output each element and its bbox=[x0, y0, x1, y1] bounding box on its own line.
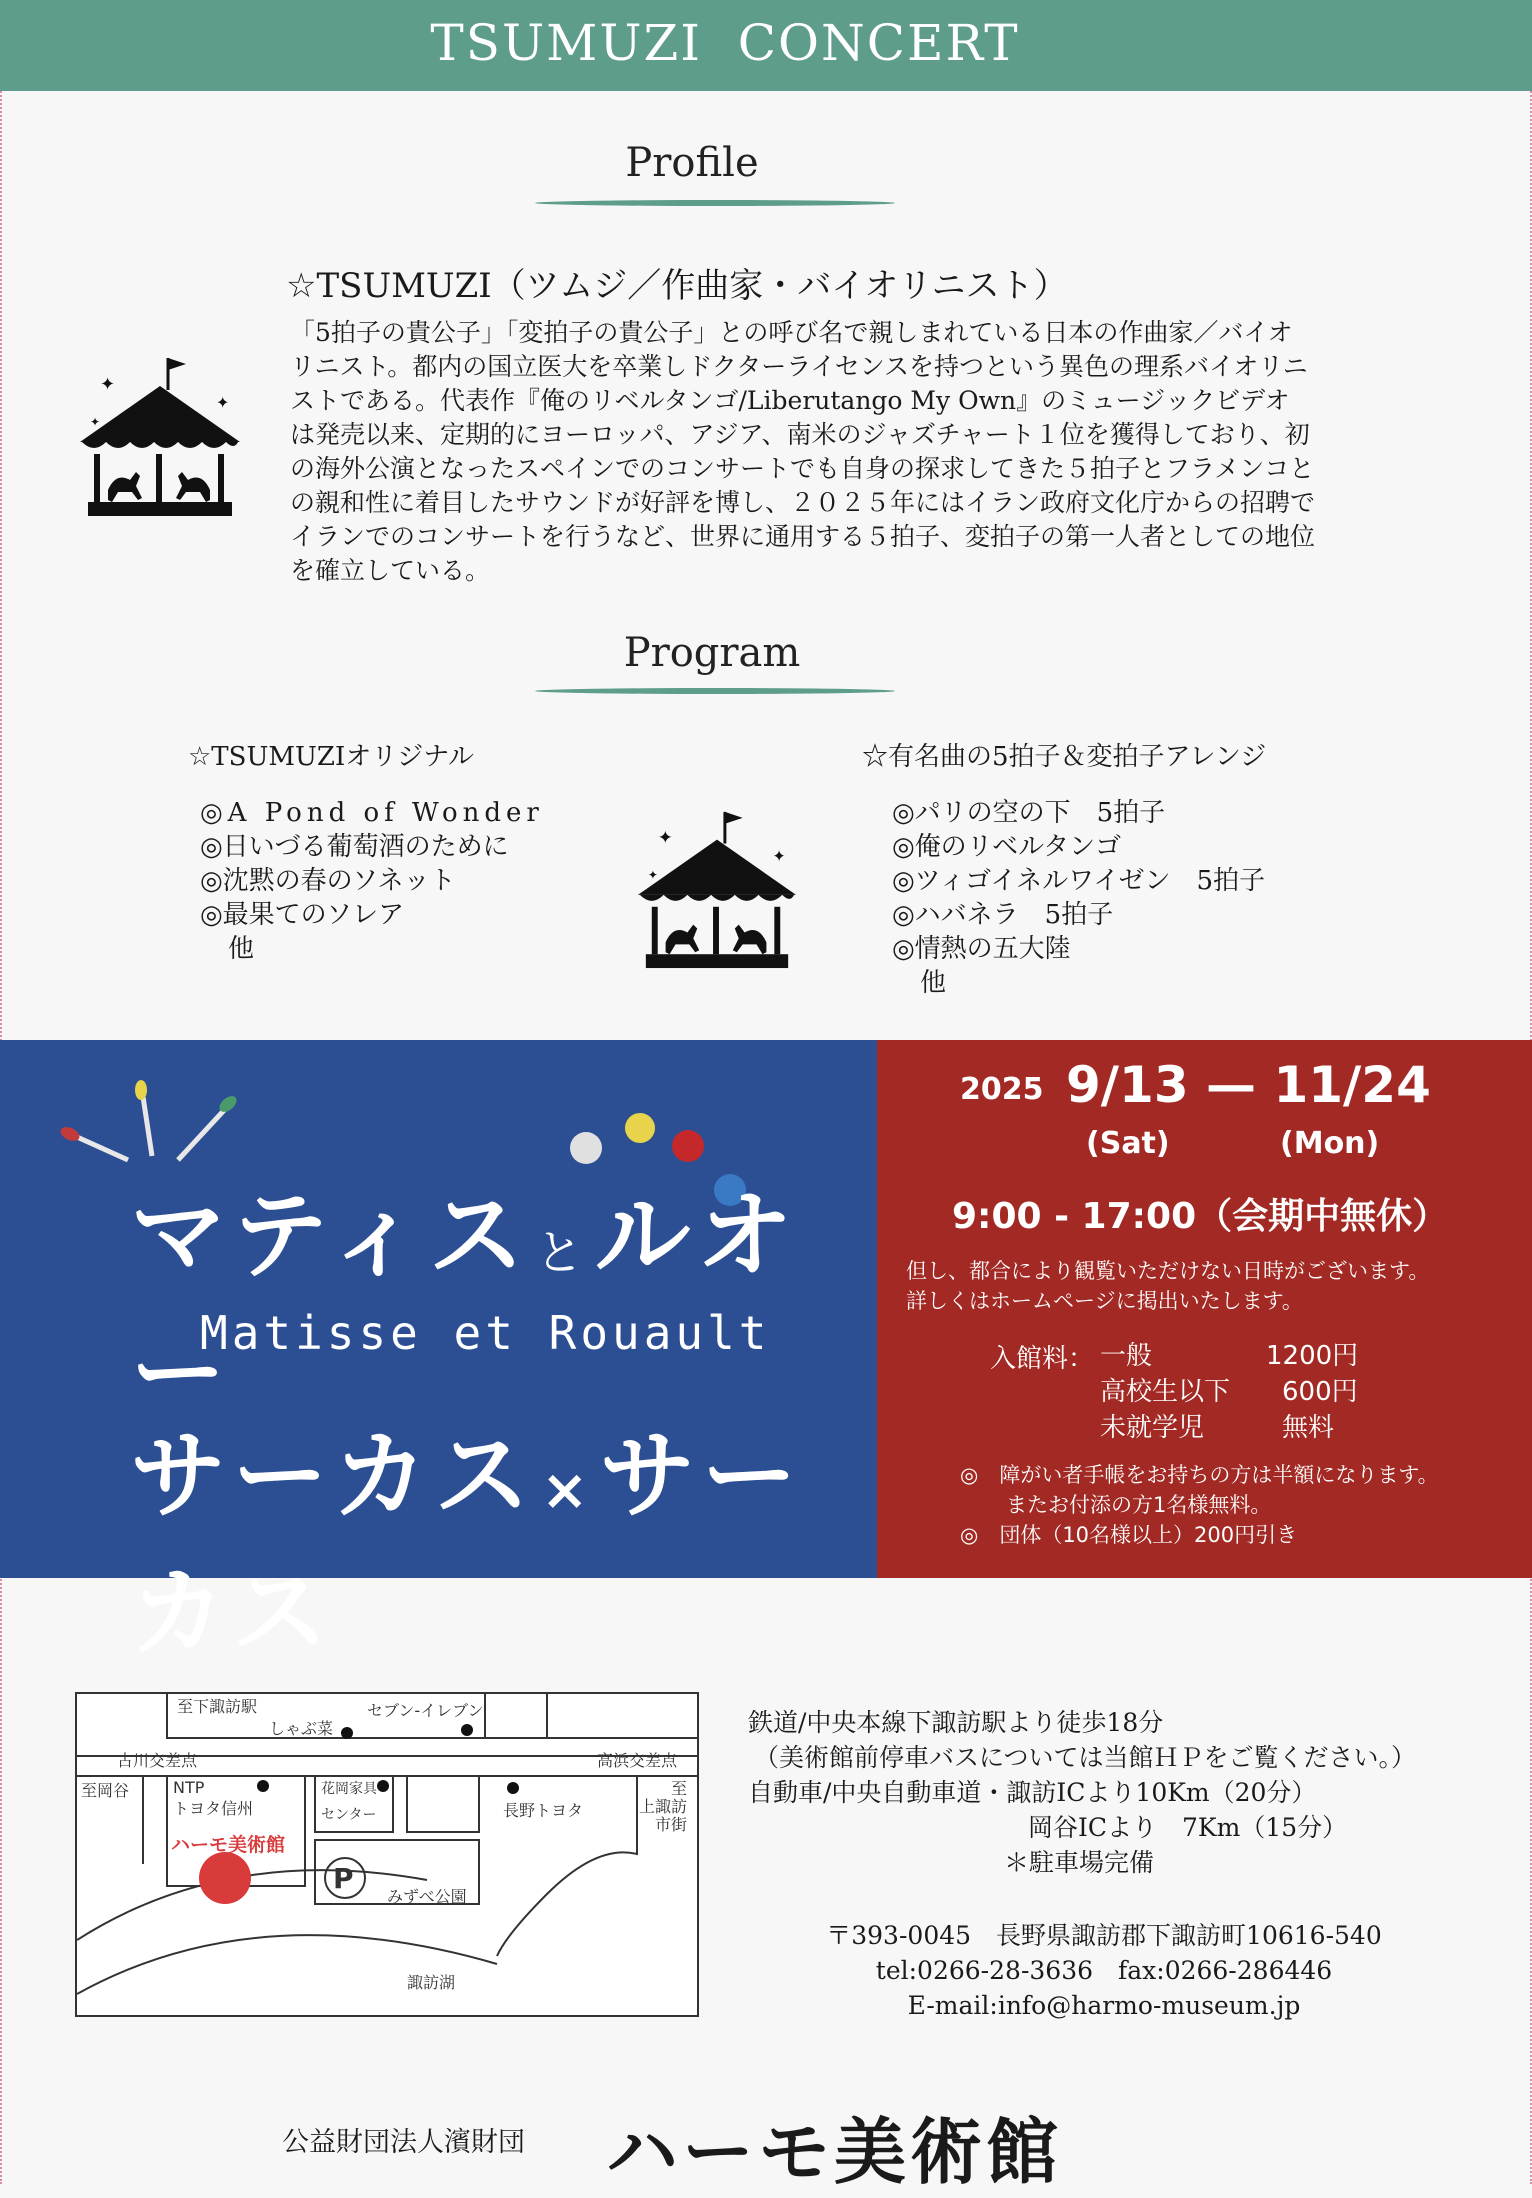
program-right-heading: ☆有名曲の5拍子＆変拍子アレンジ bbox=[862, 742, 1267, 772]
fee-row bbox=[1100, 1374, 1358, 1410]
profile-heading: ☆TSUMUZI（ツムジ／作曲家・バイオリニスト） bbox=[286, 266, 1068, 306]
profile-rule bbox=[535, 200, 895, 206]
title-to: と bbox=[535, 1225, 590, 1281]
map-label: 至 bbox=[671, 1779, 688, 1798]
profile-line: を確立している。 bbox=[290, 556, 491, 585]
access-line: （美術館前停車バスについては当館ＨＰをご覧ください。） bbox=[754, 1743, 1417, 1772]
carousel-icon bbox=[80, 350, 240, 520]
fee-row bbox=[1100, 1410, 1358, 1446]
contact-info bbox=[814, 1918, 1394, 2023]
discount-line: またお付添の方1名様無料。 bbox=[1006, 1493, 1272, 1517]
fee-name: 未就学児 bbox=[1100, 1413, 1205, 1443]
access-line: 岡谷ICより 7Km（15分） bbox=[1028, 1813, 1348, 1842]
program-item: ◎ハバネラ 5拍子 bbox=[892, 900, 1114, 930]
note-line: 詳しくはホームページに掲出いたします。 bbox=[906, 1289, 1303, 1313]
fee-label: 入館料： bbox=[990, 1344, 1095, 1374]
fee-name: 一般 bbox=[1100, 1341, 1153, 1371]
svg-text:✦: ✦ bbox=[90, 415, 101, 429]
access-line: 自動車/中央自動車道・諏訪ICより10Km（20分） bbox=[748, 1778, 1317, 1807]
program-item: ◎情熱の五大陸 bbox=[892, 934, 1071, 964]
exhibition-year: 2025 bbox=[960, 1072, 1044, 1107]
profile-line: は発売以来、定期的にヨーロッパ、アジア、南米のジャズチャート１位を獲得しており、初 bbox=[290, 420, 1310, 449]
program-item: ◎日いづる葡萄酒のために bbox=[200, 832, 509, 862]
map-label: 高浜交差点 bbox=[597, 1751, 678, 1770]
map-label: しゃぶ菜 bbox=[269, 1719, 334, 1738]
fee-price: 1200円 bbox=[1266, 1341, 1359, 1371]
profile-line: の海外公演となったスペインでのコンサートでも自身の探求してきた５拍子とフラメンコと bbox=[290, 454, 1315, 483]
map-label: NTP bbox=[173, 1778, 205, 1797]
program-item: 他 bbox=[920, 968, 947, 998]
exhibition-day-end: (Mon) bbox=[1280, 1126, 1380, 1161]
access-map bbox=[75, 1692, 699, 2017]
exhibition-dates: 9/13 — 11/24 bbox=[1066, 1056, 1431, 1114]
program-item: 他 bbox=[228, 934, 255, 964]
title-matisse: マティス bbox=[130, 1180, 531, 1292]
profile-line: の親和性に着目したサウンドが好評を博し、２０２５年にはイラン政府文化庁からの招聘で bbox=[290, 488, 1316, 517]
svg-text:✦: ✦ bbox=[100, 374, 116, 395]
fee-price: 600円 bbox=[1282, 1377, 1358, 1407]
exhibition-day-start: (Sat) bbox=[1086, 1126, 1170, 1161]
phone-fax: tel:0266-28-3636 fax:0266-286446 bbox=[875, 1956, 1333, 1985]
program-item: ◎最果てのソレア bbox=[200, 900, 405, 930]
museum-logo: ハーモ美術館 bbox=[606, 2109, 1063, 2194]
map-label: 上諏訪 bbox=[639, 1797, 688, 1816]
svg-text:✦: ✦ bbox=[657, 827, 673, 849]
foundation-name: 公益財団法人濱財団 bbox=[282, 2127, 525, 2158]
fee-table bbox=[1100, 1338, 1358, 1446]
map-label: センター bbox=[321, 1807, 377, 1823]
profile-line: 「5拍子の貴公子」「変拍子の貴公子」との呼び名で親しまれている日本の作曲家／バイオ bbox=[290, 318, 1293, 347]
map-label: みずべ公園 bbox=[387, 1887, 467, 1906]
discount-line: ◎ 団体（10名様以上）200円引き bbox=[960, 1523, 1298, 1547]
svg-text:✦: ✦ bbox=[216, 393, 230, 412]
access-line: 鉄道/中央本線下諏訪駅より徒歩18分 bbox=[748, 1708, 1164, 1737]
exhibition-note bbox=[906, 1256, 1429, 1316]
map-label: 至岡谷 bbox=[81, 1781, 130, 1800]
address: 〒393-0045 長野県諏訪郡下諏訪町10616-540 bbox=[826, 1921, 1382, 1950]
map-label: 花岡家具 bbox=[321, 1781, 377, 1797]
access-line: ＊駐車場完備 bbox=[1004, 1848, 1155, 1877]
map-label: 古川交差点 bbox=[117, 1751, 198, 1770]
svg-text:✦: ✦ bbox=[647, 868, 658, 883]
program-left-heading: ☆TSUMUZIオリジナル bbox=[188, 742, 474, 772]
exhibition-title-ja bbox=[130, 1160, 830, 1434]
page-title: TSUMUZI CONCERT bbox=[430, 14, 1020, 72]
map-label: 長野トヨタ bbox=[503, 1801, 584, 1820]
program-left-list bbox=[200, 796, 544, 966]
profile-text bbox=[290, 316, 1390, 588]
exhibition-subtitle bbox=[130, 1400, 850, 1674]
exhibition-title-en: Matisse et Rouault bbox=[200, 1306, 771, 1360]
subtitle-circus-2: サーカス bbox=[130, 1420, 804, 1669]
subtitle-circus-1: サーカス bbox=[130, 1420, 537, 1532]
fee-row bbox=[1100, 1338, 1358, 1374]
program-item: ◎ツィゴイネルワイゼン 5拍子 bbox=[892, 866, 1266, 896]
title-rouault: ルオー bbox=[130, 1180, 799, 1429]
program-item: ◎俺のリベルタンゴ bbox=[892, 832, 1122, 862]
map-label: 至下諏訪駅 bbox=[177, 1697, 258, 1716]
museum-map-label: ハーモ美術館 bbox=[171, 1834, 286, 1856]
discount-line: ◎ 障がい者手帳をお持ちの方は半額になります。 bbox=[960, 1463, 1439, 1487]
discount-notes bbox=[960, 1460, 1439, 1550]
access-info bbox=[748, 1705, 1508, 1880]
profile-line: ストである。代表作『俺のリベルタンゴ/Liberutango My Own』のミュージックビデオ bbox=[290, 386, 1290, 415]
program-item: ◎沈黙の春のソネット bbox=[200, 866, 456, 896]
map-label: セブン-イレブン bbox=[367, 1701, 484, 1720]
map-label: 市街 bbox=[655, 1815, 688, 1834]
profile-section-title: Profile bbox=[625, 140, 759, 186]
note-line: 但し、都合により観覧いただけない日時がございます。 bbox=[906, 1259, 1430, 1283]
exhibition-hours: 9:00 - 17:00（会期中無休） bbox=[952, 1196, 1449, 1237]
paintbrush-icon bbox=[58, 1080, 258, 1170]
profile-line: イランでのコンサートを行うなど、世界に通用する５拍子、変拍子の第一人者としての地位 bbox=[290, 522, 1316, 551]
program-section-title: Program bbox=[623, 630, 801, 676]
program-item: ◎パリの空の下 5拍子 bbox=[892, 798, 1166, 828]
program-item: ◎A Pond of Wonder bbox=[200, 798, 544, 828]
map-label: 諏訪湖 bbox=[407, 1973, 456, 1992]
carousel-icon bbox=[634, 804, 800, 972]
profile-line: リニスト。都内の国立医大を卒業しドクターライセンスを持つという異色の理系バイオリニ bbox=[290, 352, 1308, 381]
svg-text:✦: ✦ bbox=[772, 846, 786, 866]
fee-price: 無料 bbox=[1282, 1413, 1335, 1443]
program-rule bbox=[535, 688, 895, 694]
program-right-list bbox=[892, 796, 1265, 1000]
fee-name: 高校生以下 bbox=[1100, 1377, 1231, 1407]
map-label: トヨタ信州 bbox=[173, 1799, 254, 1818]
subtitle-cross: × bbox=[541, 1458, 595, 1523]
email-link[interactable]: E-mail:info@harmo-museum.jp bbox=[907, 1991, 1301, 2020]
parking-icon: P bbox=[333, 1862, 354, 1895]
